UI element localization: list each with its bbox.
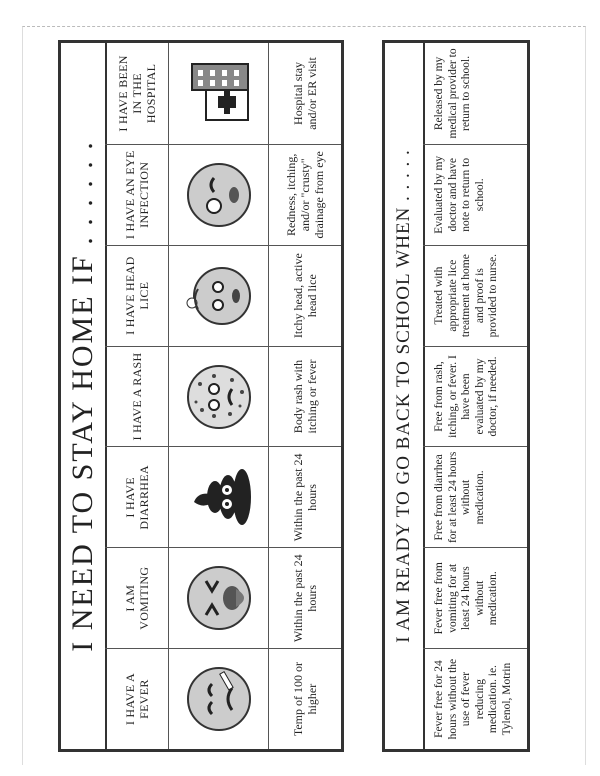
stay-home-title: I NEED TO STAY HOME IF . . . . . .: [61, 43, 107, 749]
back-to-school-table: [382, 40, 530, 752]
detail-head-lice: Itchy head, active head lice: [269, 245, 341, 346]
detail-fever: Temp of 100 or higher: [269, 648, 341, 749]
back-to-school-grid: [423, 43, 527, 749]
detail-eye-infection: Redness, itching, and/or "crusty" drainage from eye: [269, 144, 341, 245]
heading-diarrhea: I HAVE DIARRHEA: [105, 446, 169, 547]
return-hospital: Released by my medical provider to return to school.: [433, 48, 472, 139]
vomiting-face-icon: [184, 563, 254, 633]
heading-hospital: I HAVE BEEN IN THE HOSPITAL: [105, 43, 169, 144]
icon-cell-hospital: [169, 43, 269, 144]
return-eye-infection: Evaluated by my doctor and have note to return to school.: [423, 144, 527, 245]
icon-cell-diarrhea: [169, 446, 269, 547]
return-head-lice: Treated with appropriate lice treatment at home and proof is provided to nurse.: [423, 245, 527, 346]
heading-fever: I HAVE A FEVER: [105, 648, 169, 749]
heading-vomiting: I AM VOMITING: [105, 547, 169, 648]
icon-cell-rash: [169, 346, 269, 447]
return-diarrhea: Free from diarrhea for at least 24 hours without medication.: [423, 446, 527, 547]
fever-face-icon: [184, 664, 254, 734]
heading-rash: I HAVE A RASH: [105, 346, 169, 447]
detail-vomiting: Within the past 24 hours: [269, 547, 341, 648]
eye-infection-face-icon: [184, 160, 254, 230]
detail-hospital: Hospital stay and/or ER visit: [291, 57, 319, 130]
icon-cell-fever: [169, 648, 269, 749]
heading-head-lice: I HAVE HEAD LICE: [105, 245, 169, 346]
back-to-school-title: I AM READY TO GO BACK TO SCHOOL WHEN . . . . .: [385, 43, 425, 749]
detail-rash: Body rash with itching or fever: [269, 346, 341, 447]
detail-diarrhea: Within the past 24 hours: [269, 446, 341, 547]
stay-home-grid: [105, 43, 341, 749]
stay-home-table: [58, 40, 344, 752]
poop-icon: [184, 462, 254, 532]
rash-face-icon: [184, 362, 254, 432]
return-vomiting: Fever free from vomiting for at least 24 hours without medication.: [423, 547, 527, 648]
icon-cell-vomiting: [169, 547, 269, 648]
icon-cell-eye-infection: [169, 144, 269, 245]
return-fever: Fever free for 24 hours without the use of fever reducing medication. ie. Tylenol, Motrin: [423, 648, 527, 749]
heading-eye-infection: I HAVE AN EYE INFECTION: [105, 144, 169, 245]
hospital-icon: [184, 58, 254, 128]
return-rash: Free from rash, itching, or fever. I have been evaluated by my doctor, if needed.: [423, 346, 527, 447]
icon-cell-head-lice: [169, 245, 269, 346]
head-lice-face-icon: [184, 261, 254, 331]
